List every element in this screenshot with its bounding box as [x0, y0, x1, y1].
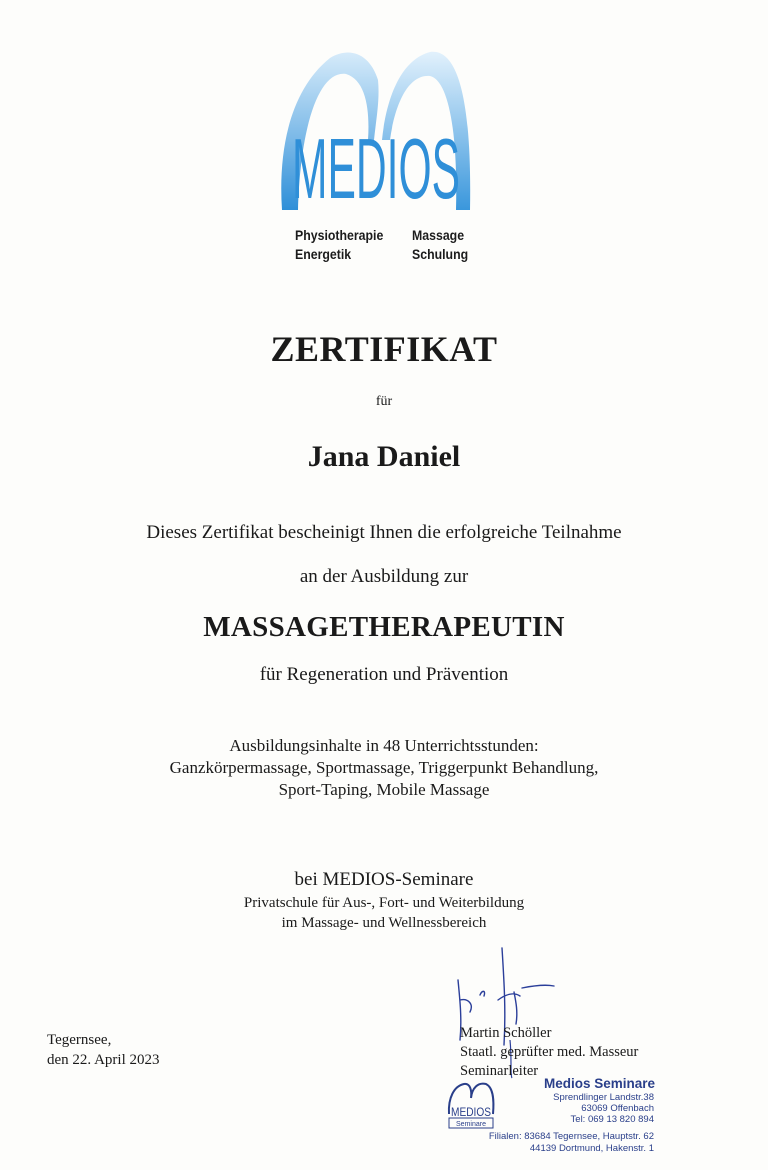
school-description: [0, 893, 768, 933]
profession-subtitle: für Regeneration und Prävention: [259, 664, 509, 685]
place-date: [47, 1030, 160, 1070]
logo-sub-physiotherapie: Physiotherapie: [295, 227, 384, 243]
logo-sub-energetik: Energetik: [295, 246, 352, 262]
signer-role: Seminarleiter: [460, 1063, 539, 1079]
profession-title: MASSAGETHERAPEUTIN: [203, 611, 565, 643]
logo-sub-schulung: Schulung: [412, 246, 469, 262]
stamp-branch-2: 44139 Dortmund, Hakenstr. 1: [529, 1143, 654, 1154]
for-label: für: [375, 394, 393, 409]
logo-wordmark: MEDIOS: [292, 121, 460, 217]
attestation-line: Dieses Zertifikat bescheinigt Ihnen die erfolgreiche Teilnahme: [146, 522, 622, 543]
school-desc-2: im Massage- und Wellnessbereich: [281, 915, 487, 931]
stamp-branch-1: Filialen: 83684 Tegernsee, Hauptstr. 62: [488, 1131, 654, 1142]
school-desc-1: Privatschule für Aus-, Fort- und Weiterbildung: [243, 895, 525, 911]
place: Tegernsee,: [47, 1032, 112, 1048]
certificate-title: ZERTIFIKAT: [270, 329, 498, 369]
logo-subtitle-left: [295, 226, 383, 264]
signer-block: [460, 1024, 638, 1081]
stamp-company-name: Medios Seminare: [543, 1076, 655, 1091]
signer-qualification: Staatl. geprüfter med. Masseur: [460, 1044, 639, 1060]
stamp-address: [490, 1092, 654, 1125]
stamp-branches: [440, 1131, 654, 1155]
school-name: bei MEDIOS-Seminare: [294, 869, 474, 890]
stamp-logo-icon: [446, 1080, 496, 1130]
recipient-name: Jana Daniel: [307, 440, 461, 473]
content-topics-1: Ganzkörpermassage, Sportmassage, Triggerpunkt Behandlung,: [169, 758, 599, 777]
stamp-city: 63069 Offenbach: [581, 1103, 654, 1114]
signer-name: Martin Schöller: [460, 1025, 552, 1041]
training-content: [0, 735, 768, 801]
training-line: an der Ausbildung zur: [299, 566, 469, 587]
stamp-street: Sprendlinger Landstr.38: [553, 1092, 654, 1103]
content-heading: Ausbildungsinhalte in 48 Unterrichtsstunden:: [229, 736, 539, 755]
stamp-phone: Tel: 069 13 820 894: [570, 1114, 654, 1125]
stamp-logo-text: MEDIOS: [451, 1105, 491, 1119]
date: den 22. April 2023: [47, 1052, 160, 1068]
logo-sub-massage: Massage: [412, 227, 465, 243]
stamp-logo-sub: Seminare: [456, 1121, 486, 1128]
content-topics-2: Sport-Taping, Mobile Massage: [278, 780, 490, 799]
logo-subtitle-right: [412, 226, 468, 264]
